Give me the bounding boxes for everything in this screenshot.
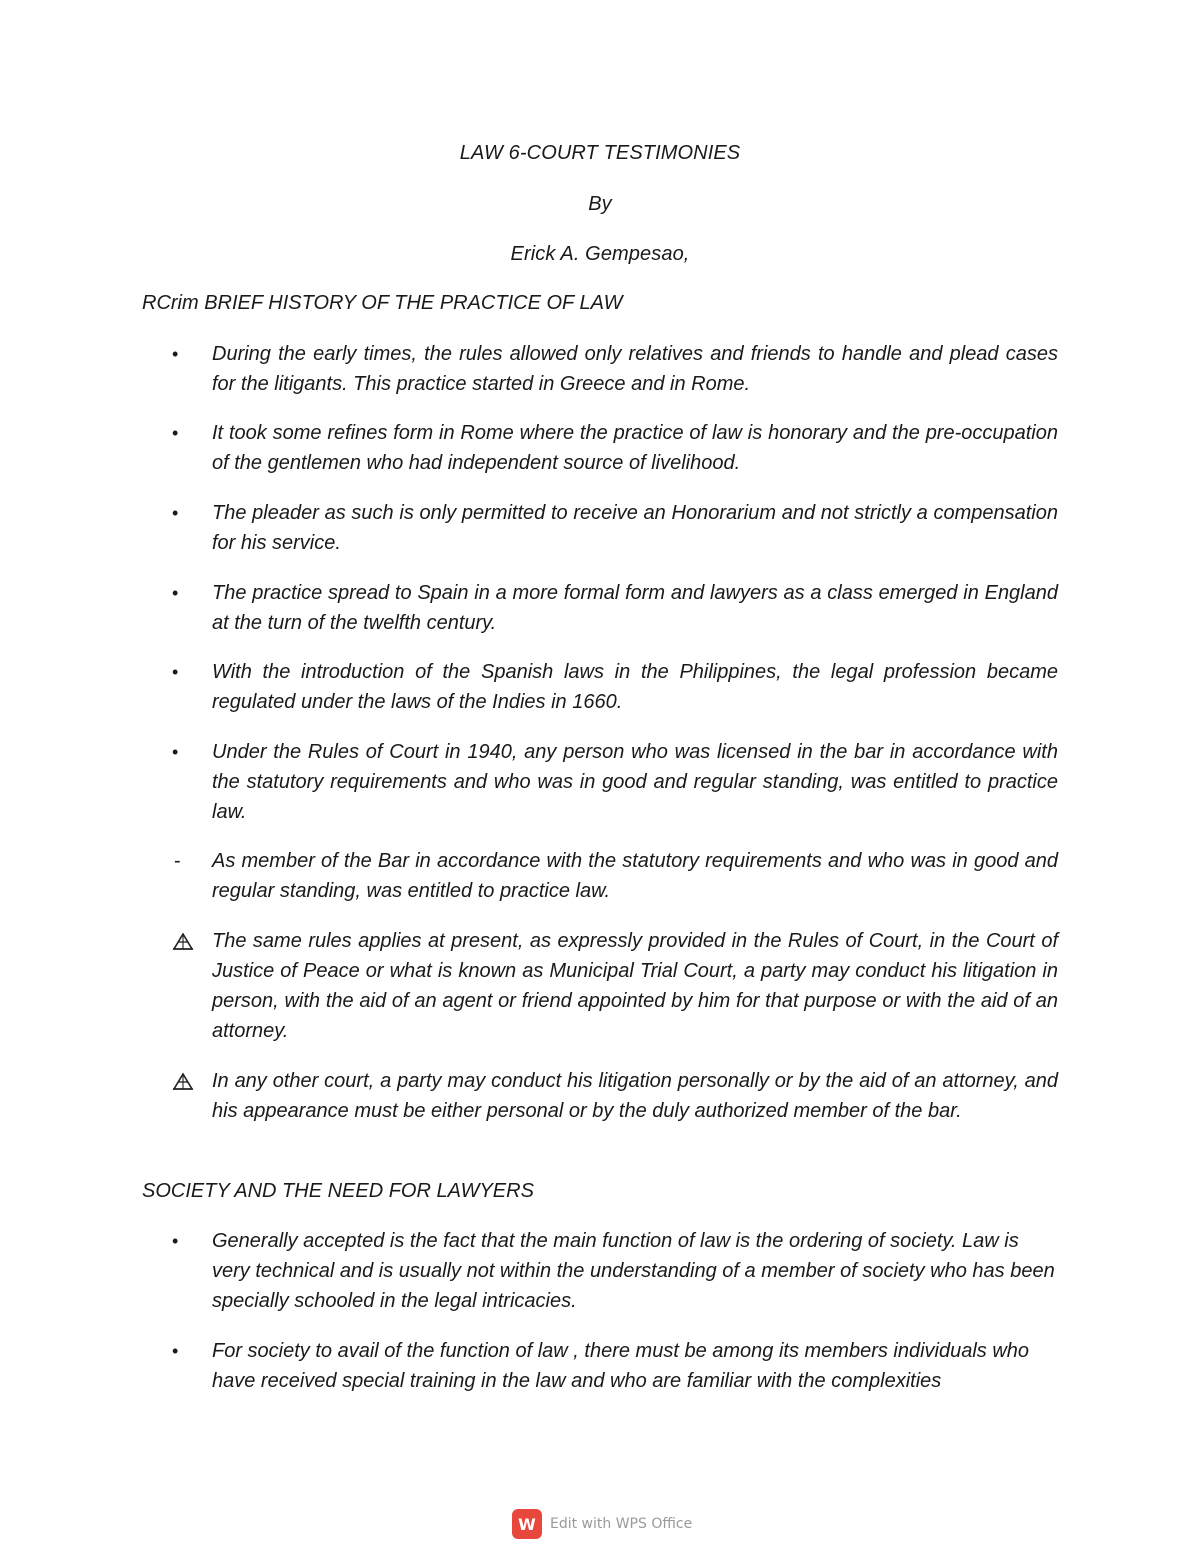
author-name: Erick A. Gempesao, (510, 243, 690, 265)
list-item (172, 1336, 1062, 1396)
pyramid-bullet-icon (172, 1071, 196, 1093)
bullet-marker: • (172, 503, 179, 523)
list-item-text: The practice spread to Spain in a more formal form and lawyers as a class emerged in England at the turn of the twelfth century. (212, 582, 1058, 634)
wps-edit-link[interactable] (512, 1509, 692, 1539)
list-item-text: For society to avail of the function of law , there must be among its members individuals who have received special training in the law and who are familiar with the complexities (212, 1340, 1030, 1392)
list-item-text: Generally accepted is the fact that the main function of law is the ordering of society. Law is very technical and is usually not within the understanding of a member of society who has been specially schooled in the legal intricacies. (212, 1230, 1055, 1312)
bullet-marker: • (172, 423, 179, 443)
list-item (172, 498, 1062, 558)
bullet-marker: • (172, 1341, 179, 1361)
dash-marker: - (174, 850, 181, 872)
bullet-marker: • (172, 742, 179, 762)
list-item (172, 657, 1062, 717)
list-item (172, 418, 1062, 478)
pyramid-bullet-icon (172, 931, 196, 953)
list-item (172, 926, 1062, 1046)
list-item-text: Under the Rules of Court in 1940, any person who was licensed in the bar in accordance with the statutory requirements and who was in good and regular standing, was entitled to practice law. (212, 741, 1058, 823)
section-heading-society: SOCIETY AND THE NEED FOR LAWYERS (142, 1180, 534, 1202)
list-item-text: It took some refines form in Rome where the practice of law is honorary and the pre-occupation of the gentlemen who had independent source of livelihood. (212, 422, 1058, 474)
list-item-text: In any other court, a party may conduct his litigation personally or by the aid of an attorney, and his appearance must be either personal or by the duly authorized member of the bar. (212, 1070, 1058, 1122)
list-item (172, 578, 1062, 638)
bullet-marker: • (172, 662, 179, 682)
document-title: LAW 6-COURT TESTIMONIES (459, 142, 741, 164)
section-heading-history: RCrim BRIEF HISTORY OF THE PRACTICE OF LAW (142, 292, 623, 314)
list-item-text: The pleader as such is only permitted to receive an Honorarium and not strictly a compensation for his service. (212, 502, 1058, 554)
bullet-marker: • (172, 344, 179, 364)
list-item (172, 339, 1062, 399)
list-item (172, 1066, 1062, 1126)
bullet-marker: • (172, 583, 179, 603)
list-item-text: As member of the Bar in accordance with the statutory requirements and who was in good and regular standing, was entitled to practice law. (212, 850, 1058, 902)
list-item (172, 737, 1062, 827)
list-item (172, 1226, 1062, 1316)
list-item-text: During the early times, the rules allowed only relatives and friends to handle and plead cases for the litigants. This practice started in Greece and in Rome. (212, 343, 1058, 395)
list-item (172, 846, 1062, 906)
wps-edit-label: Edit with WPS Office (550, 1516, 693, 1532)
wps-logo-letter: W (518, 1514, 536, 1534)
list-item-text: The same rules applies at present, as expressly provided in the Rules of Court, in the Court of Justice of Peace or what is known as Municipal Trial Court, a party may conduct his litigation in person, with the aid of an agent or friend appointed by him for that purpose or with the aid of an attorney. (212, 930, 1058, 1042)
bullet-marker: • (172, 1231, 179, 1251)
wps-logo-icon (512, 1509, 542, 1539)
list-item-text: With the introduction of the Spanish laws in the Philippines, the legal profession became regulated under the laws of the Indies in 1660. (212, 661, 1058, 713)
byline-label: By (588, 193, 612, 215)
